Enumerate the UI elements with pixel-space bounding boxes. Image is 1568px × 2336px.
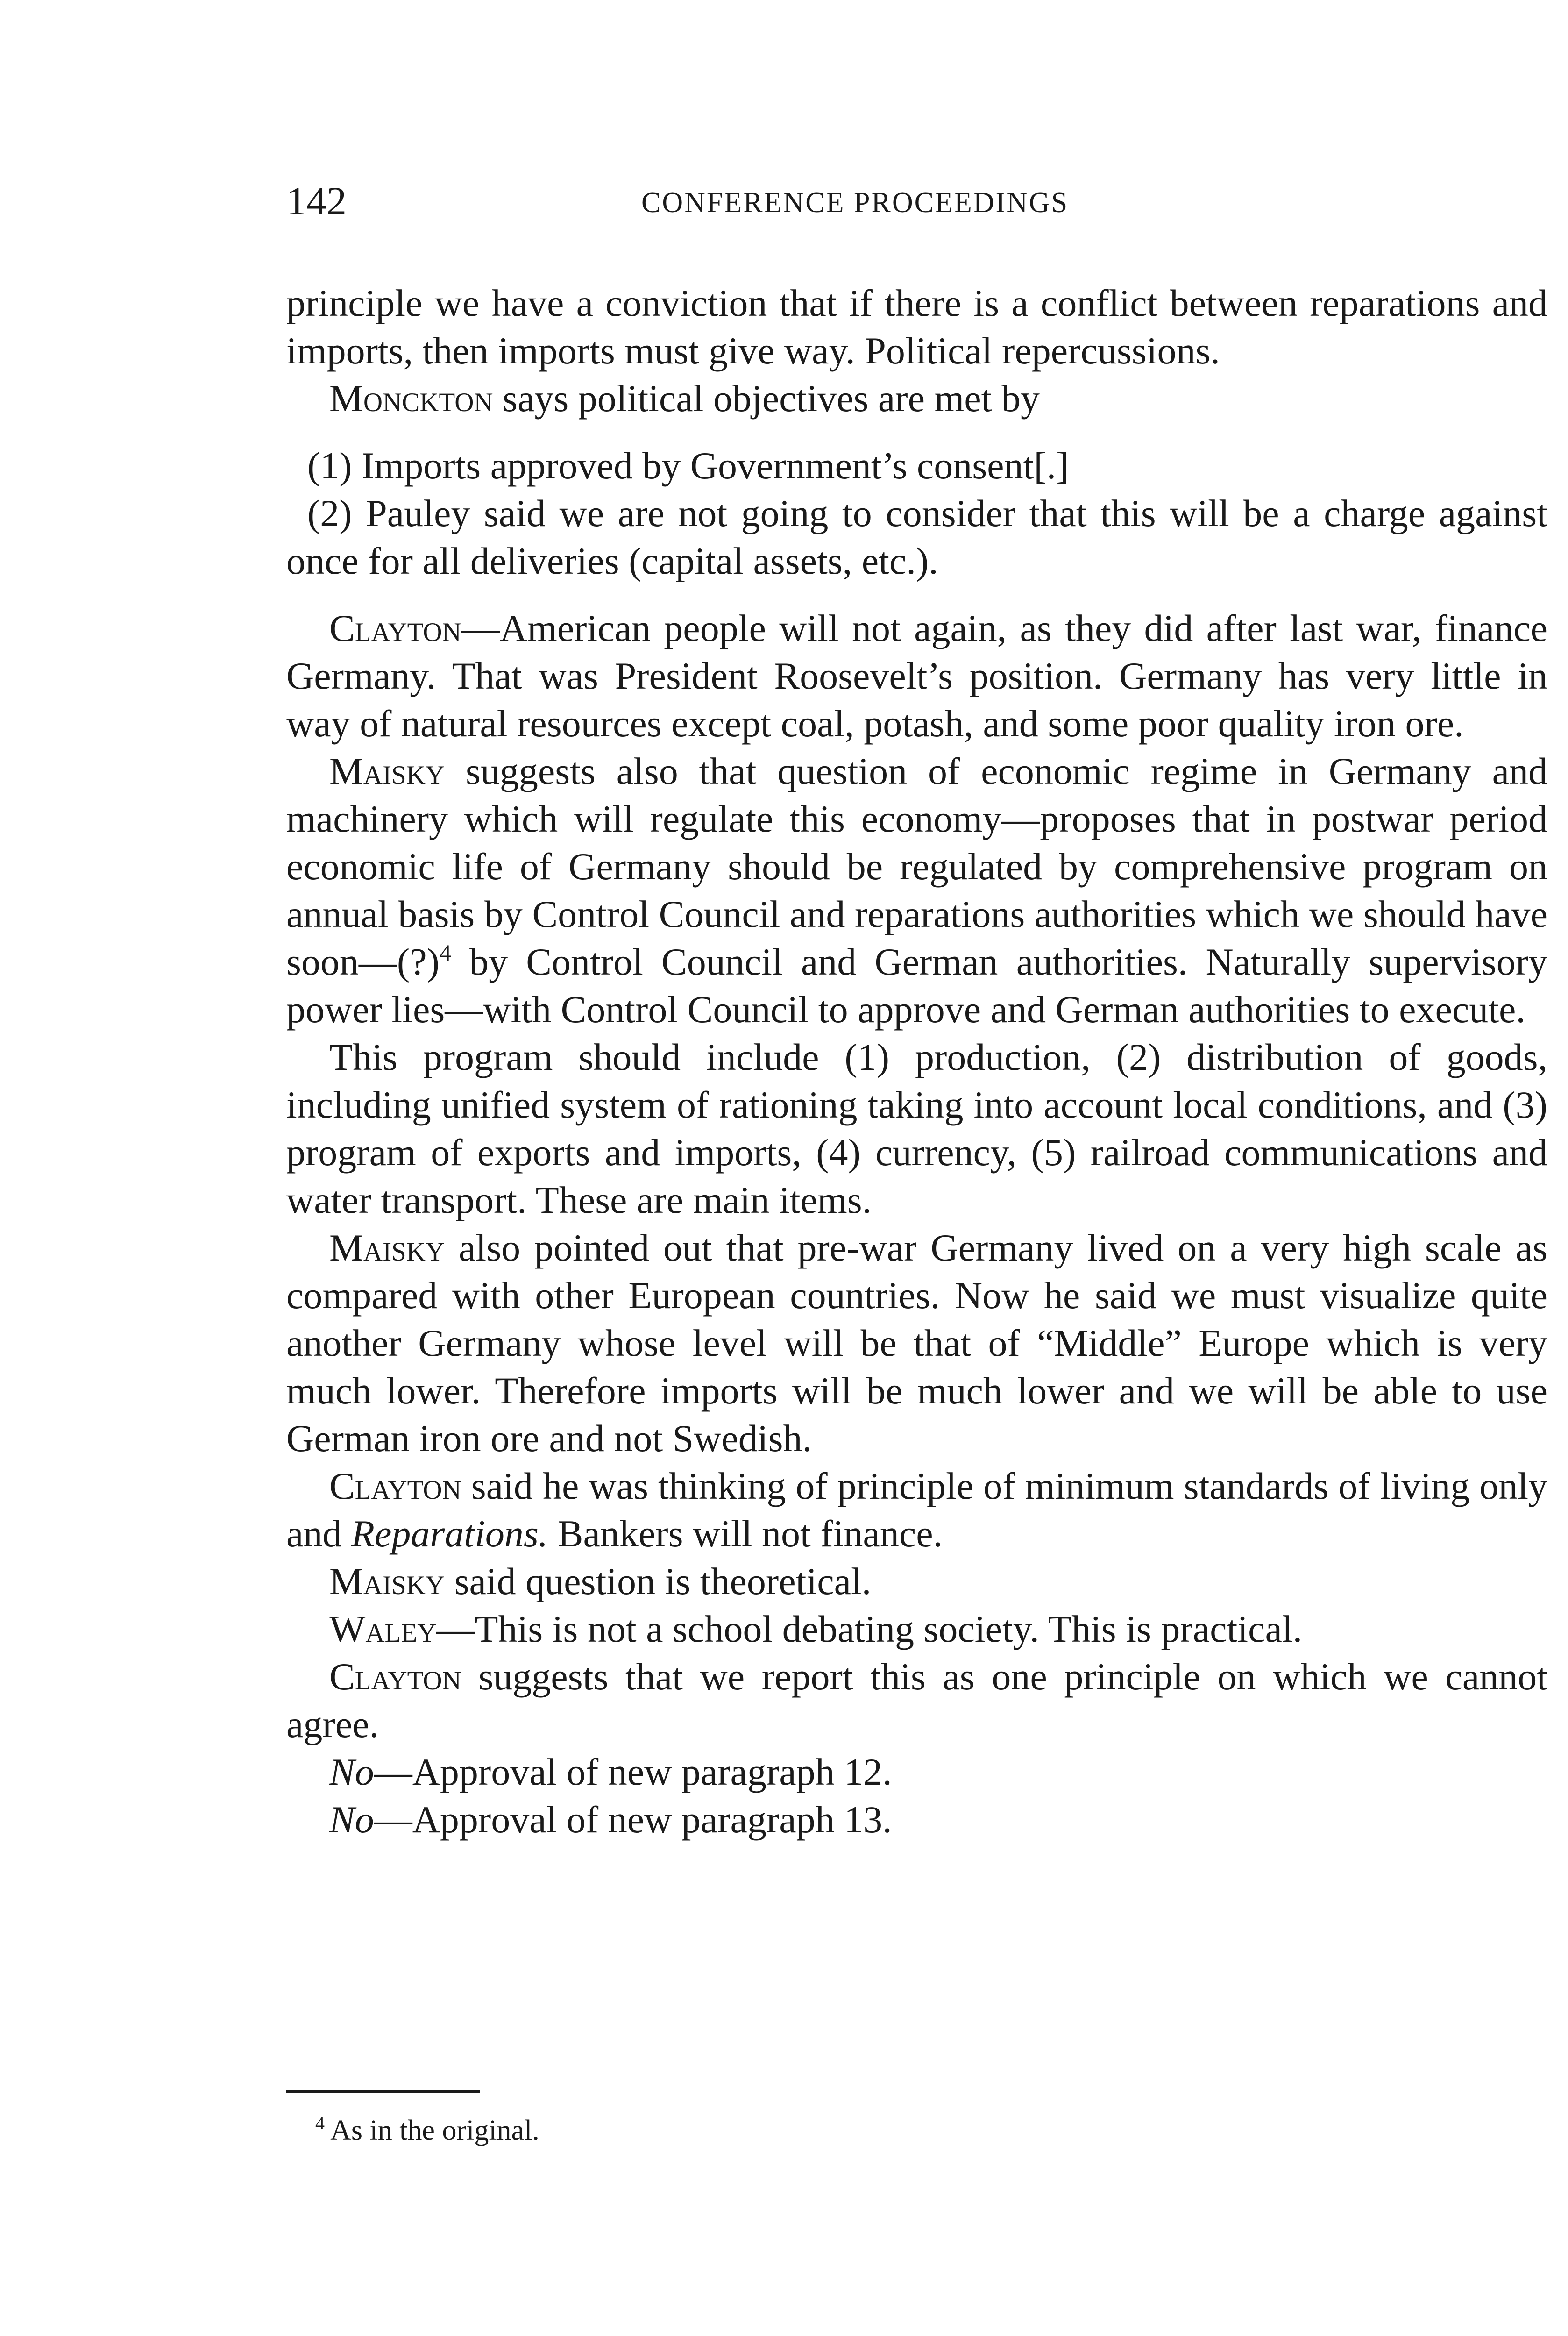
speaker-name: Maisky [329,1560,445,1602]
paragraph [286,1748,1547,1796]
paragraph: principle we have a conviction that if there is a conflict between reparations and imports, then imports must give way. Political repercussions. [286,282,1547,372]
paragraph: This program should include (1) production, (2) distribution of goods, including unified system of rationing taking into account local conditions, and (3) program of exports and imports, (4) currency, (5) railroad communications and water transport. These are main items. [286,1036,1547,1221]
paragraph [286,1653,1547,1748]
footnote [315,2112,539,2149]
speaker-name: Monckton [329,377,493,420]
paragraph-text: said he was thinking of principle of minimum standards of living only and [286,1465,1547,1555]
paragraph [286,1462,1547,1558]
speaker-name: Clayton [329,1465,461,1507]
paragraph [286,605,1547,748]
footnote-rule [286,2090,480,2093]
italic-term: Reparations. [351,1512,548,1555]
body-text [286,279,1547,1844]
paragraph-text: Bankers will not finance. [548,1512,943,1555]
paragraph-text: says political objectives are met by [493,377,1040,420]
paragraph-text: by Control Council and German authorities. Naturally supervisory power lies—with Control Council to approve and German authorities to execute. [286,940,1547,1031]
footnote-mark: 4 [315,2113,325,2134]
speaker-name: Maisky [329,750,445,792]
page-header [286,178,1547,234]
paragraph-text: suggests also that question of economic regime in Germany and machinery which will regulate this economy—proposes that in postwar period economic life of Germany should be regulated by comprehensive program on annual basis by Control Council and reparations authorities which we should have soon—(?) [286,750,1547,983]
speaker-name: Maisky [329,1226,445,1269]
list-item: (2) Pauley said we are not going to consider that this will be a charge against once for all deliveries (capital assets, etc.). [286,492,1547,582]
running-head: CONFERENCE PROCEEDINGS [641,187,1069,219]
italic-term: No [329,1798,374,1841]
paragraph-text: —Approval of new paragraph 13. [374,1798,892,1841]
footnote-text: As in the original. [325,2115,539,2146]
list-item: (1) Imports approved by Government’s consent[.] [307,444,1069,487]
paragraph-text: —Approval of new paragraph 12. [374,1751,892,1793]
speaker-name: Waley [329,1608,437,1650]
paragraph-text: —American people will not again, as they did after last war, finance Germany. That was President Roosevelt’s position. Germany has very little in way of natural resources except coal, potash, and some poor quality iron ore. [286,607,1547,745]
paragraph-text: also pointed out that pre-war Germany lived on a very high scale as compared with other European countries. Now he said we must visualize quite another Germany whose level will be that of “Middle” Europe which is very much lower. Therefore imports will be much lower and we will be able to use German iron ore and not Swedish. [286,1226,1547,1460]
paragraph-text: suggests that we report this as one principle on which we cannot agree. [286,1655,1547,1745]
paragraph [286,748,1547,1033]
paragraph-text: —This is not a school debating society. This is practical. [436,1608,1303,1650]
paragraph [286,1605,1547,1653]
paragraph [286,1796,1547,1844]
italic-term: No [329,1751,374,1793]
paragraph [286,1224,1547,1462]
paragraph-text: said question is theoretical. [445,1560,872,1602]
footnote-reference: 4 [439,940,451,966]
page-number: 142 [286,178,347,223]
speaker-name: Clayton [329,607,461,649]
paragraph [286,1558,1547,1605]
paragraph [286,375,1547,422]
speaker-name: Clayton [329,1655,461,1698]
